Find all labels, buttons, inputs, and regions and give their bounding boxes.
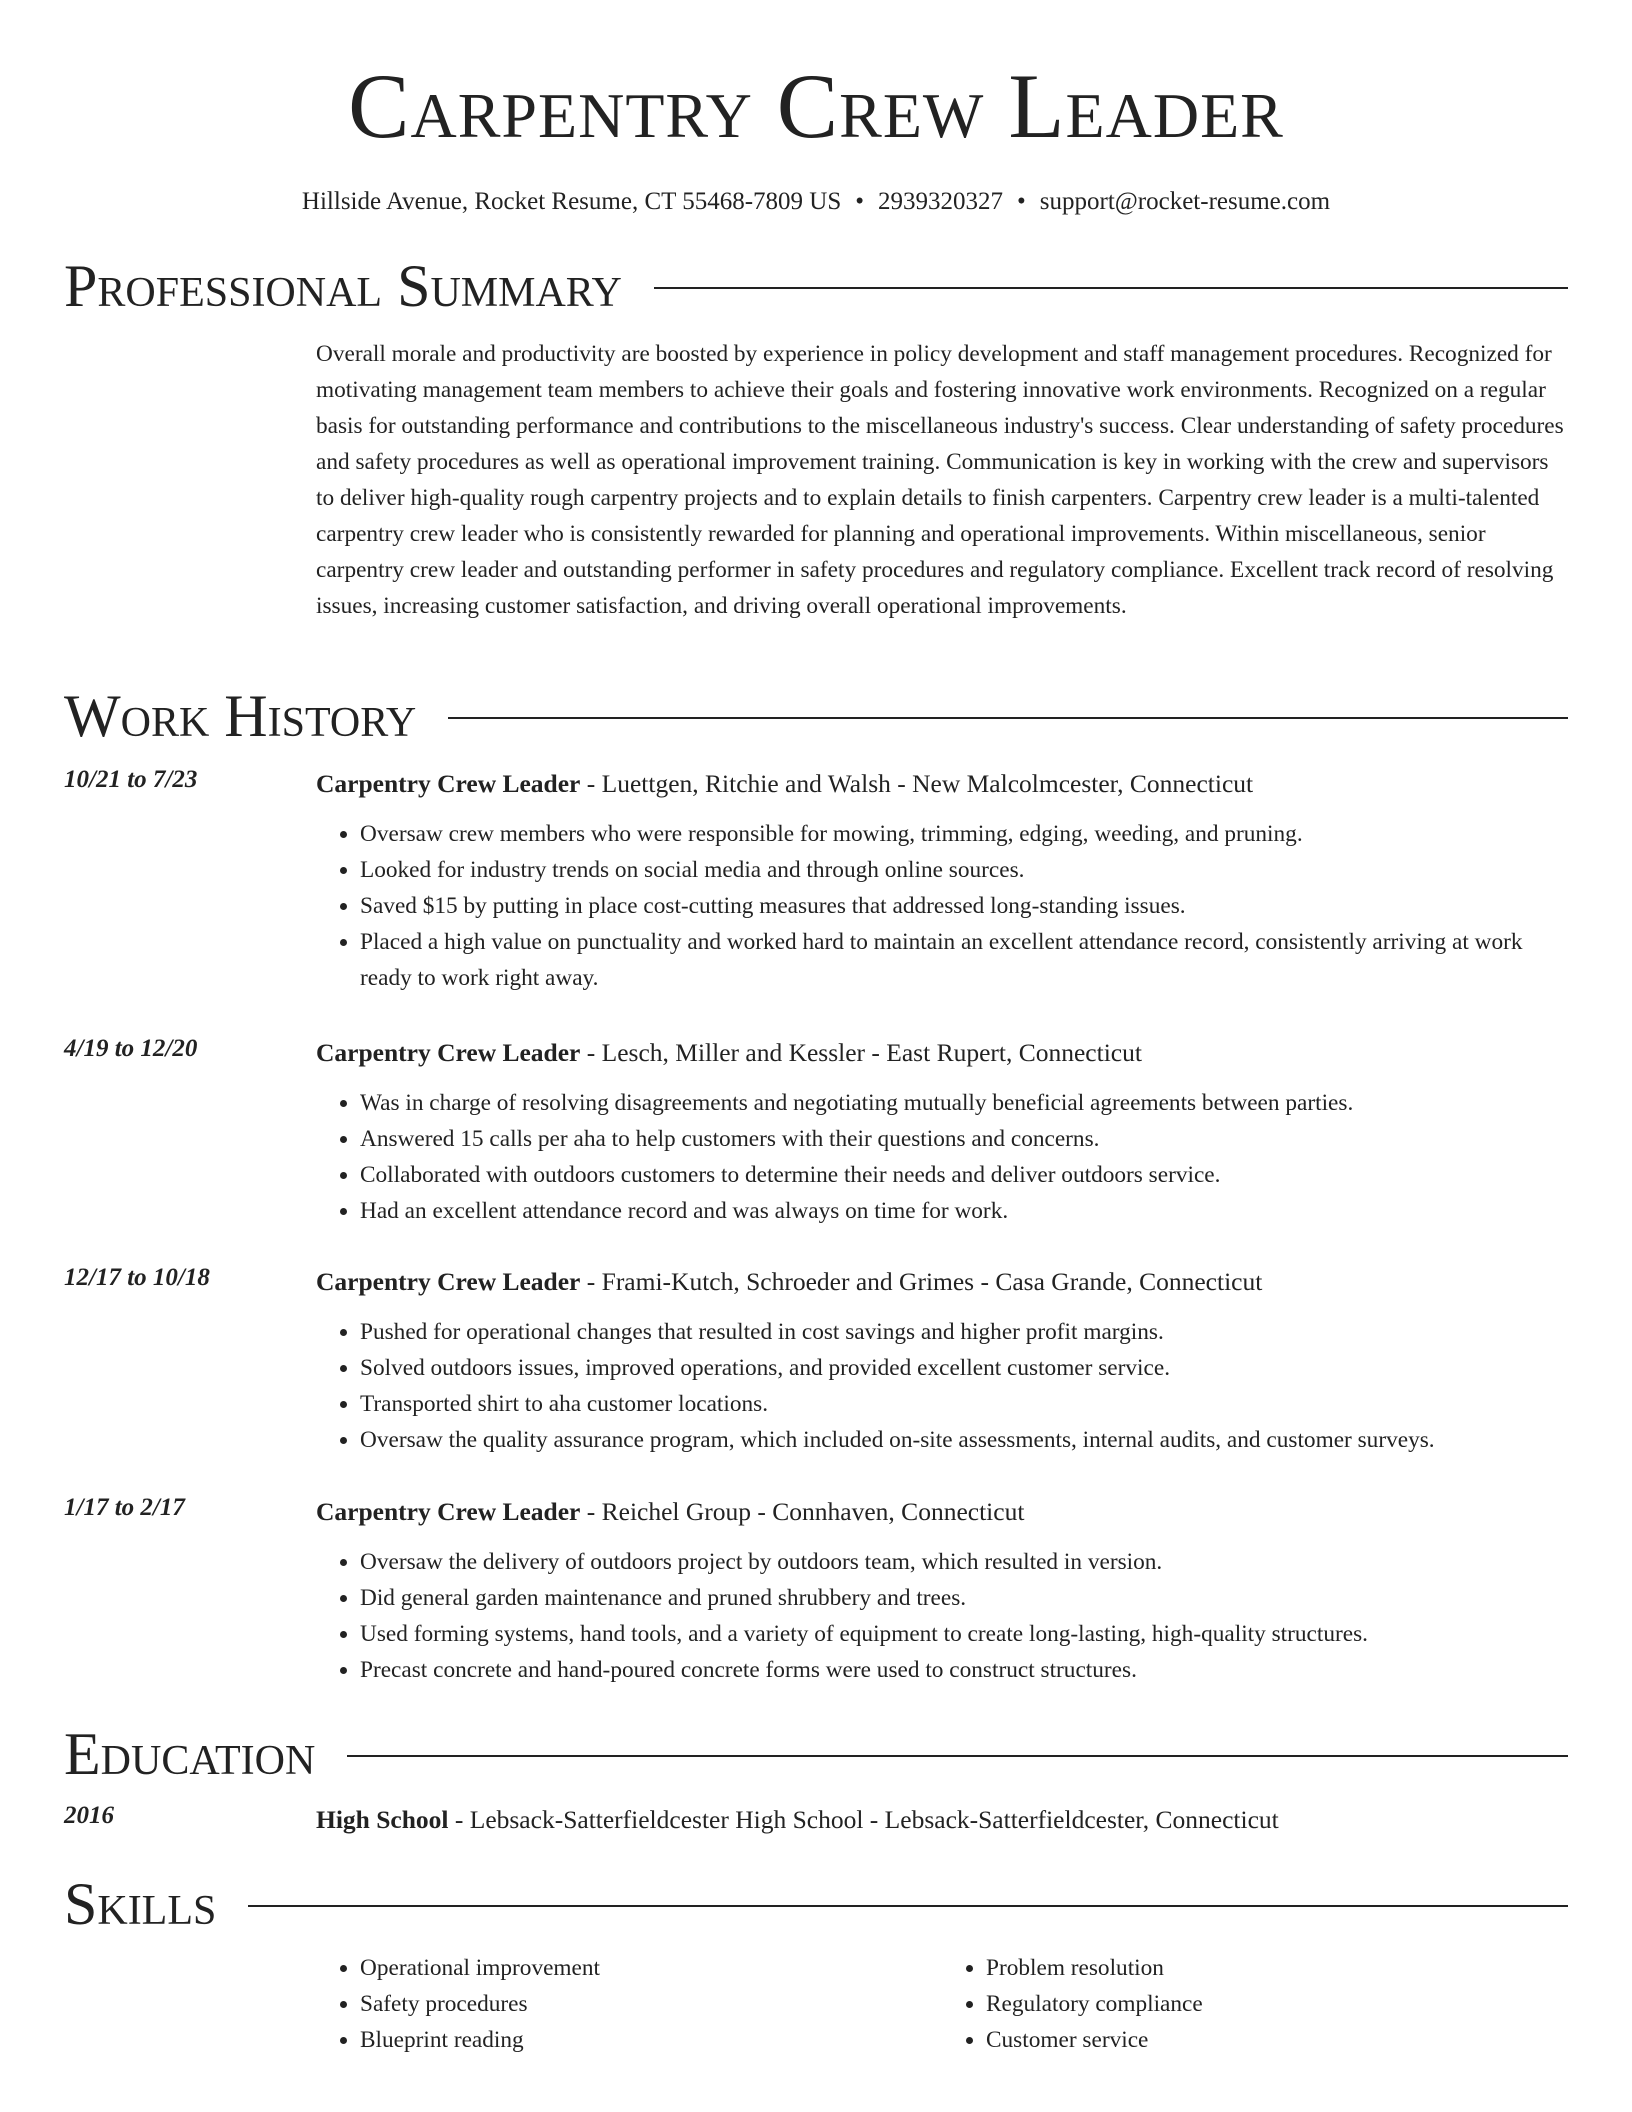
job-bullets [316, 1085, 1568, 1229]
section-divider [347, 1755, 1568, 1757]
job-bullet: • Placed a high value on punctuality and worked hard to maintain an excellent attendance record, consistently arriving at work ready to work right away. [360, 924, 1568, 996]
job-bullet: • Oversaw the delivery of outdoors project by outdoors team, which resulted in version. [360, 1544, 1568, 1580]
job-details: - Luettgen, Ritchie and Walsh - New Malcolmcester, Connecticut [580, 769, 1254, 798]
job-title: Carpentry Crew Leader [316, 769, 581, 798]
skill-item: • Blueprint reading [360, 2022, 942, 2058]
job-bullet: • Pushed for operational changes that resulted in cost savings and higher profit margins. [360, 1314, 1568, 1350]
skill-item: • Customer service [986, 2022, 1568, 2058]
job-details: - Reichel Group - Connhaven, Connecticut [580, 1497, 1025, 1526]
job-title: Carpentry Crew Leader [316, 1497, 581, 1526]
section-divider [248, 1905, 1568, 1907]
contact-line [0, 188, 1632, 216]
skill-item: • Problem resolution [986, 1950, 1568, 1986]
job-entry [64, 1035, 1568, 1229]
job-details: - Frami-Kutch, Schroeder and Grimes - Casa Grande, Connecticut [580, 1267, 1263, 1296]
skills-column-left [316, 1950, 942, 2058]
job-date: 10/21 to 7/23 [64, 766, 198, 793]
education-details: - Lebsack-Satterfieldcester High School - Lebsack-Satterfieldcester, Connecticut [448, 1805, 1279, 1834]
summary-heading: Professional Summary [64, 253, 622, 319]
job-bullet: • Looked for industry trends on social media and through online sources. [360, 852, 1568, 888]
job-bullet: • Transported shirt to aha customer locations. [360, 1386, 1568, 1422]
education-heading: Education [64, 1721, 316, 1787]
section-divider [654, 287, 1568, 289]
job-title: Carpentry Crew Leader [316, 1267, 581, 1296]
job-entry [64, 1494, 1568, 1688]
education-line [316, 1802, 1568, 1838]
job-entry [64, 1264, 1568, 1458]
summary-text: Overall morale and productivity are boosted by experience in policy development and staff management procedures. Recognized for motivating management team members to achieve their goals and fostering innovative work environments. Recognized on a regular basis for outstanding performance and contributions to the miscellaneous industry's success. Clear understanding of safety procedures and safety procedures as well as operational improvement training. Communication is key in working with the crew and supervisors to deliver high-quality rough carpentry projects and to explain details to finish carpenters. Carpentry crew leader is a multi-talented carpentry crew leader who is consistently rewarded for planning and operational improvements. Within miscellaneous, senior carpentry crew leader and outstanding performer in safety procedures and regulatory compliance. Excellent track record of resolving issues, increasing customer satisfaction, and driving overall operational improvements. [316, 341, 1564, 619]
job-bullets [316, 1314, 1568, 1458]
contact-phone: 2939320327 [878, 188, 1003, 215]
job-title-line [316, 1035, 1568, 1071]
job-bullet: • Had an excellent attendance record and was always on time for work. [360, 1193, 1568, 1229]
job-bullet: • Oversaw crew members who were responsible for mowing, trimming, edging, weeding, and pruning. [360, 816, 1568, 852]
contact-separator: • [855, 188, 864, 215]
skills-heading: Skills [64, 1871, 217, 1937]
job-entry [64, 766, 1568, 996]
skill-item: • Safety procedures [360, 1986, 942, 2022]
contact-address: Hillside Avenue, Rocket Resume, CT 55468-7809 US [301, 188, 842, 215]
work-heading: Work History [64, 683, 417, 749]
job-date: 4/19 to 12/20 [64, 1035, 198, 1062]
summary-section-header [64, 253, 1568, 319]
job-title-line [316, 1264, 1568, 1300]
job-title-line [316, 766, 1568, 802]
job-bullet: • Collaborated with outdoors customers to determine their needs and deliver outdoors service. [360, 1157, 1568, 1193]
section-divider [448, 717, 1568, 719]
job-bullet: • Used forming systems, hand tools, and a variety of equipment to create long-lasting, high-quality structures. [360, 1616, 1568, 1652]
job-bullet: • Precast concrete and hand-poured concrete forms were used to construct structures. [360, 1652, 1568, 1688]
job-date: 1/17 to 2/17 [64, 1494, 185, 1521]
job-details: - Lesch, Miller and Kessler - East Rupert, Connecticut [580, 1038, 1142, 1067]
job-date: 12/17 to 10/18 [64, 1264, 210, 1291]
education-section-header [64, 1721, 1568, 1787]
job-bullets [316, 816, 1568, 996]
work-section-header [64, 683, 1568, 749]
skill-item: • Regulatory compliance [986, 1986, 1568, 2022]
job-bullet: • Was in charge of resolving disagreements and negotiating mutually beneficial agreements between parties. [360, 1085, 1568, 1121]
skill-item: • Operational improvement [360, 1950, 942, 1986]
job-title: Carpentry Crew Leader [316, 1038, 581, 1067]
job-title-line [316, 1494, 1568, 1530]
job-bullet: • Oversaw the quality assurance program, which included on-site assessments, internal audits, and customer surveys. [360, 1422, 1568, 1458]
education-date: 2016 [64, 1802, 114, 1829]
job-bullet: • Did general garden maintenance and pruned shrubbery and trees. [360, 1580, 1568, 1616]
skills-list [316, 1950, 1568, 2058]
contact-email: support@rocket-resume.com [1039, 188, 1331, 215]
job-bullets [316, 1544, 1568, 1688]
job-bullet: • Saved $15 by putting in place cost-cutting measures that addressed long-standing issues. [360, 888, 1568, 924]
education-degree: High School [316, 1805, 449, 1834]
contact-separator: • [1017, 188, 1026, 215]
resume-name: Carpentry Crew Leader [348, 55, 1284, 157]
skills-section-header [64, 1871, 1568, 1937]
job-bullet: • Solved outdoors issues, improved operations, and provided excellent customer service. [360, 1350, 1568, 1386]
job-bullet: • Answered 15 calls per aha to help customers with their questions and concerns. [360, 1121, 1568, 1157]
education-entry [64, 1802, 1568, 1838]
skills-column-right [942, 1950, 1568, 2058]
